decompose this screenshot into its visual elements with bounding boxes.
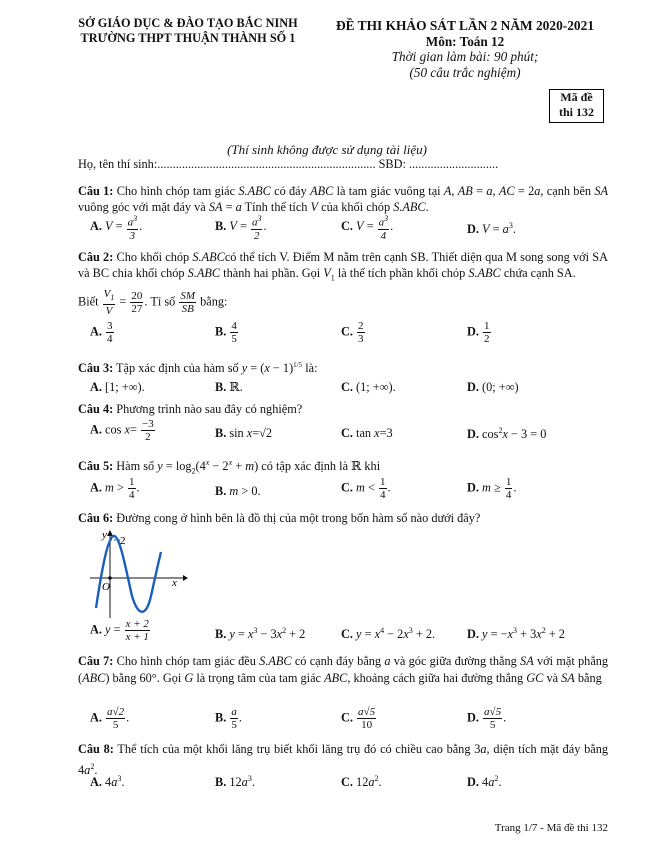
y-value-label: 2 bbox=[120, 535, 126, 547]
q3-option-c: C. (1; +∞). bbox=[341, 380, 396, 394]
q5-option-b: B. m > 0. bbox=[215, 484, 261, 498]
exam-subject: Môn: Toán 12 bbox=[425, 33, 505, 49]
q3-option-a: A. [1; +∞). bbox=[90, 380, 145, 394]
q8-option-c: C. $12a^2$. bbox=[341, 774, 382, 790]
q6-option-d: D. $y = -x^3 + 3x^2 + 2$ bbox=[467, 626, 565, 642]
q4-text: Phương trình nào sau đây có nghiệm? bbox=[116, 402, 303, 416]
q7-text: , khoảng cách giữa hai đường thẳng bbox=[347, 671, 524, 685]
x-axis-label: x bbox=[172, 577, 177, 589]
q8-option-d: D. $4a^2$. bbox=[467, 774, 502, 790]
question-4 bbox=[78, 402, 302, 417]
q6-option-a: A. y = $\frac{x + 2}{x + 1}$ bbox=[90, 618, 149, 643]
q5-text: Hàm số bbox=[116, 459, 155, 474]
question-6-label: Câu 6: bbox=[78, 511, 114, 525]
q7-text: có cạnh đáy bằng bbox=[294, 654, 382, 668]
exam-code-label: Mã đề bbox=[560, 90, 593, 104]
q7-option-a: A. $\frac{a√2}{5}$ . bbox=[90, 706, 130, 731]
question-4-label: Câu 4: bbox=[78, 402, 114, 416]
q8-text: , diện tích mặt đáy bằng bbox=[486, 742, 608, 756]
q7-option-b: B. $\frac{a}{5}$ . bbox=[215, 706, 242, 731]
q7-text: bằng 60°. Gọi bbox=[112, 671, 182, 685]
q7-text: là trọng tâm của tam giác bbox=[196, 671, 321, 685]
origin-label: O bbox=[102, 581, 110, 593]
question-5-label: Câu 5: bbox=[78, 459, 114, 474]
function-curve bbox=[96, 536, 161, 612]
q7-text: và góc giữa đường thẳng bbox=[393, 654, 517, 668]
q7-text: phẳng bbox=[578, 654, 609, 668]
function-graph bbox=[88, 528, 188, 620]
q1-option-d: D. $V = a^3$. bbox=[467, 221, 516, 237]
q4-option-a: A. cos x= $\frac{-3}{2}$ bbox=[90, 418, 154, 443]
question-3: Câu 3: Tập xác định của hàm số $y = (x - 1)^{1/5}$ là: bbox=[78, 361, 318, 376]
question-6 bbox=[78, 511, 480, 526]
q3-text: là: bbox=[305, 361, 318, 376]
q3-option-d: D. (0; +∞) bbox=[467, 380, 519, 394]
q2-text: thành hai phần. Gọi bbox=[223, 266, 321, 280]
origin-point bbox=[108, 576, 112, 580]
question-8-label: Câu 8: bbox=[78, 742, 114, 756]
q7-text: bằng bbox=[577, 671, 602, 685]
student-info-line: Họ, tên thí sinh:....................................................................... SBD: ............................. bbox=[78, 157, 499, 171]
exam-title: ĐỀ THI KHẢO SÁT LẦN 2 NĂM 2020-2021 bbox=[335, 18, 595, 33]
question-2: Câu 2: Cho khối chóp S.ABCcó thể tích V. Điểm M nằm trên cạnh SB. Thiết diện qua M song song với SA và BC chia khối chóp S.ABC thành hai phần. Gọi $V_1$ là thể tích phần khối chóp S.ABC chứa cạnh SA. bbox=[78, 250, 609, 283]
x-axis-arrow-icon bbox=[183, 575, 188, 581]
q2-text: có thể tích V. Điểm M nằm trên cạnh SB. Thiết diện qua M song song với bbox=[224, 250, 590, 264]
q2-text: Cho khối chóp bbox=[116, 250, 190, 264]
q1-text: Tính thể tích bbox=[244, 200, 308, 214]
q2-text: chứa cạnh SA. bbox=[503, 266, 576, 280]
exam-question-count: (50 câu trắc nghiệm) bbox=[409, 64, 521, 80]
exam-time: Thời gian làm bài: 90 phút; bbox=[391, 49, 539, 64]
q2-option-a: A. $\frac{3}{4}$ bbox=[90, 320, 113, 345]
q8-option-a: A. $4a^3$. bbox=[90, 774, 125, 790]
q1-text: vuông góc với mặt đáy và bbox=[78, 200, 206, 214]
q7-option-d: D. $\frac{a√5}{5}$ . bbox=[467, 706, 507, 731]
q2-option-d: D. $\frac{1}{2}$ bbox=[467, 320, 490, 345]
q4-option-c: C. tan x=3 bbox=[341, 426, 393, 440]
page-footer: Trang 1/7 - Mã đề thi 132 bbox=[494, 822, 608, 834]
q7-text: Cho hình chóp tam giác đều bbox=[116, 654, 256, 668]
q8-text: Thể tích của một khối lăng trụ biết khối lăng trụ đó có chiều cao bằng bbox=[117, 742, 471, 756]
q2-text: Biết bbox=[78, 294, 99, 309]
q1-option-c: C. V = $\frac{a^3}{4}$ . bbox=[341, 214, 394, 242]
question-5: Câu 5: Hàm số $y = \log_2(4^x - 2^x + m)$ có tập xác định là ℝ khi bbox=[78, 458, 381, 476]
q7-option-c: C. $\frac{a√5}{10}$ bbox=[341, 706, 376, 731]
q5-option-c: C. m < $\frac{1}{4}$ . bbox=[341, 476, 391, 501]
y-axis-arrow-icon bbox=[107, 530, 113, 536]
q8-option-b: B. $12a^3$. bbox=[215, 774, 255, 790]
q1-text: bên bbox=[573, 184, 592, 198]
q1-option-a: A. V = $\frac{a^3}{3}$ . bbox=[90, 214, 143, 242]
exam-header bbox=[322, 18, 608, 80]
q1-text: của khối chóp bbox=[321, 200, 391, 214]
q6-option-c: C. $y = x^4 - 2x^3 + 2$. bbox=[341, 626, 436, 642]
q2-text: là thể tích phần khối chóp bbox=[337, 266, 466, 280]
question-1-label: Câu 1: bbox=[78, 184, 114, 198]
q5-option-a: A. m > $\frac{1}{4}$ . bbox=[90, 476, 140, 501]
q5-text: có tập xác định là ℝ khi bbox=[261, 459, 381, 474]
y-axis-label: y bbox=[102, 529, 107, 541]
question-8: Câu 8: Thể tích của một khối lăng trụ biết khối lăng trụ đó có chiều cao bằng 3a, diện tích mặt đáy bằng $4a^2$. bbox=[78, 742, 608, 778]
q3-text: Tập xác định của hàm số bbox=[116, 361, 239, 376]
q2-option-c: C. $\frac{2}{3}$ bbox=[341, 320, 364, 345]
q4-option-b: B. sin x=√2 bbox=[215, 426, 273, 440]
exam-code-value: thi 132 bbox=[558, 104, 594, 119]
q5-option-d: D. m ≥ $\frac{1}{4}$ . bbox=[467, 476, 517, 501]
q2-option-b: B. $\frac{4}{5}$ bbox=[215, 320, 237, 345]
question-2-label: Câu 2: bbox=[78, 250, 114, 264]
q4-option-d: D. $\cos^2x - 3 = 0$ bbox=[467, 426, 547, 442]
q1-option-b: B. V = $\frac{a^3}{2}$ . bbox=[215, 214, 267, 242]
q7-text: với mặt bbox=[536, 654, 575, 668]
q3-option-b: B. ℝ. bbox=[215, 380, 243, 394]
q2-given-line: Biết $\frac{V_1}{V}$ = $\frac{20}{27}$ . Tỉ số $\frac{SM}{SB}$ bằng: bbox=[78, 288, 228, 318]
q1-text: là tam giác vuông tại bbox=[336, 184, 441, 198]
exam-note: (Thí sinh không được sử dụng tài liệu) bbox=[227, 142, 427, 157]
q2-text: bằng: bbox=[200, 294, 228, 309]
question-1: Câu 1: Cho hình chóp tam giác S.ABC có đáy ABC là tam giác vuông tại A, AB = a, AC = 2a, cạnh bên SA vuông góc với mặt đáy và SA = a Tính thể tích V của khối chóp S.ABC. bbox=[78, 184, 609, 214]
department-name: SỞ GIÁO DỤC & ĐÀO TẠO BẮC NINH bbox=[78, 16, 298, 30]
question-3-label: Câu 3: bbox=[78, 361, 114, 376]
q1-text: có đáy bbox=[274, 184, 307, 198]
q6-option-b: B. $y = x^3 - 3x^2 + 2$ bbox=[215, 626, 306, 642]
q7-text: và bbox=[546, 671, 559, 685]
question-7: Câu 7: Cho hình chóp tam giác đều S.ABC có cạnh đáy bằng a và góc giữa đường thẳng SA với mặt phẳng (ABC) bằng 60°. Gọi G là trọng tâm của tam giác ABC, khoảng cách giữa hai đường thẳng GC và SA bằng bbox=[78, 654, 609, 685]
q2-text: . Tỉ số bbox=[144, 294, 176, 309]
school-name: TRƯỜNG THPT THUẬN THÀNH SỐ 1 bbox=[80, 31, 296, 45]
school-header bbox=[78, 16, 298, 46]
question-7-label: Câu 7: bbox=[78, 654, 114, 668]
q2-text: SA và BC chia khối chóp bbox=[78, 250, 609, 280]
q1-text: Cho hình chóp tam giác bbox=[116, 184, 236, 198]
exam-code-box bbox=[549, 89, 604, 123]
q6-text: Đường cong ở hình bên là đồ thị của một trong bốn hàm số nào dưới đây? bbox=[116, 511, 481, 525]
